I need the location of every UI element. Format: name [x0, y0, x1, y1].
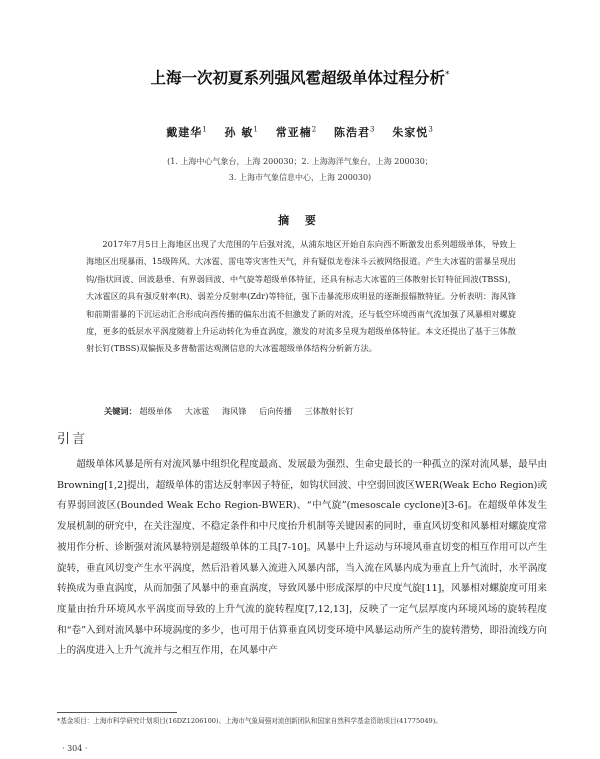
- page-number: · 304 ·: [62, 744, 88, 753]
- introduction-paragraph: 超级单体风暴是所有对流风暴中组织化程度最高、发展最为强烈、生命史最长的一种孤立的深对流风暴，最早由Browning[1,2]提出，超级单体的雷达反射率因子特征，如钩状回波、中空弱回波区WER(Weak Echo Region)或有界弱回波区(Bounded Weak Echo Region-BWER)、“中气旋”(mesoscale cyclone)[3-6]。在超级单体发生发展机制的研究中，在关注湿度、不稳定条件和中尺度抬升机制等关键因素的同时，垂直风切变和风暴相对螺旋度常被用作分析、诊断强对流风暴特别是超级单体的工具[7-10]。风暴中上升运动与环境风垂直切变的相互作用可以产生旋转，垂直风切变产生水平涡度，然后沿着风暴入流进入风暴内部，当入流在风暴内成为垂直上升气流时，水平涡度转换成为垂直涡度，从而加强了风暴中的垂直涡度，导致风暴中形成深厚的中尺度气旋[11]，风暴相对螺旋度可用来度量由抬升环境风水平涡度而导致的上升气流的旋转程度[7,12,13]，反映了一定气层厚度内环境风场的旋转程度和“卷”入到对流风暴中环境涡度的多少，也可用于估算垂直风切变环境中风暴运动所产生的旋转潜势，即沿流线方向上的涡度进入上升气流并与之相互作用，在风暴中产: [57, 459, 547, 657]
- abstract-heading: 摘 要: [278, 214, 322, 227]
- author: 陈浩君$^3$: [334, 125, 376, 139]
- section-heading-introduction: 引言: [57, 432, 88, 447]
- keyword: 后向传播: [259, 406, 292, 416]
- keyword: 三体散射长钉: [304, 406, 354, 416]
- keywords-line: [104, 406, 524, 417]
- keyword: 海风锋: [221, 406, 247, 416]
- keyword: 超级单体: [139, 406, 173, 416]
- author: 孙 敏$^1$: [224, 125, 259, 139]
- author-list: [0, 124, 600, 140]
- affiliation-line-1: (1. 上海中心气象台，上海 200030；2. 上海海洋气象台，上海 200030；: [167, 157, 433, 166]
- author: 戴建华$^1$: [166, 125, 208, 139]
- title-footnote-mark: *: [445, 69, 450, 80]
- title-text: 上海一次初夏系列强风雹超级单体过程分析: [150, 69, 445, 87]
- affiliation-line-2: 3. 上海市气象信息中心，上海 200030): [228, 173, 372, 182]
- author: 朱家悦$^3$: [392, 125, 434, 139]
- paper-title: [0, 66, 600, 88]
- abstract-text: 2017年7月5日上海地区出现了大范围的午后强对流，从浦东地区开始自东向西不断激发出系列超级单体，导致上海地区出现暴雨、15级阵风、大冰雹、雷电等灾害性天气，并有疑似龙卷沫斗云被网络报道。产生大冰雹的雷暴呈现出钩/指状回波、回波悬垂、有界弱回波、中气旋等超级单体特征，还具有标志大冰雹的三体散射长钉特征回波(TBSS)，大冰雹区的具有强反射率(R)、弱差分反射率(Zdr)等特征，强下击暴流形成明显的逐渐报辐散特征。分析表明：海风锋和前期雷暴的下沉运动汇合形成向西传播的偏东出流不但激发了新的对流，还与低空环境西南气流加强了风暴相对螺旋度，更多的低层水平涡度随着上升运动转化为垂直涡度，激发的对流多呈现为超级单体特征。本文还提出了基于三体散射长钉(TBSS)双偏振及多普勒雷达观测信息的大冰雹超级单体结构分析新方法。: [86, 239, 516, 354]
- keyword: 大冰雹: [184, 406, 210, 416]
- keywords-label: 关键词：: [104, 406, 137, 416]
- footnote-divider: [57, 712, 177, 713]
- author: 常亚楠$^2$: [275, 125, 318, 139]
- funding-footnote: *基金项目：上海市科学研究计划项目(16DZ1206100)、上海市气象局强对流创新团队和国家自然科学基金资助项目(41775049)。: [57, 717, 442, 725]
